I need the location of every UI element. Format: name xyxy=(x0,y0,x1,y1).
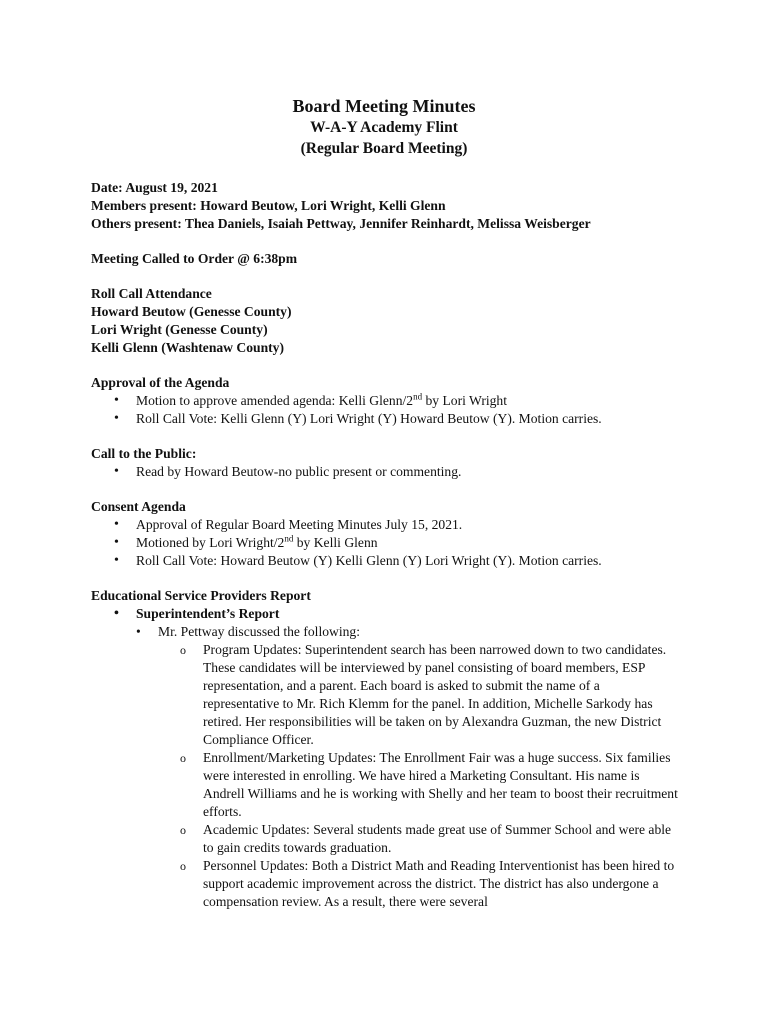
update-item: o Personnel Updates: Both a District Math and Reading Interventionist has been hired to support academic improvement across the district. The district has also undergone a compensation review. As a result, there were several xyxy=(203,857,678,911)
roll-call-member: Lori Wright (Genesse County) xyxy=(91,322,268,337)
update-item: o Academic Updates: Several students made great use of Summer School and were able to gain credits towards graduation. xyxy=(203,821,678,857)
document-page xyxy=(91,95,691,911)
consent-motion-second: by Kelli Glenn xyxy=(293,535,378,550)
members-present: Members present: Howard Beutow, Lori Wright, Kelli Glenn xyxy=(91,198,446,213)
others-present: Others present: Thea Daniels, Isaiah Pettway, Jennifer Reinhardt, Melissa Weisberger xyxy=(91,216,591,231)
esp-heading: Educational Service Providers Report xyxy=(91,588,311,603)
consent-motion-text: Motioned by Lori Wright/2 xyxy=(136,535,285,550)
roll-call-heading: Roll Call Attendance xyxy=(91,286,212,301)
called-to-order: Meeting Called to Order @ 6:38pm xyxy=(91,251,298,266)
update-item: o Enrollment/Marketing Updates: The Enrollment Fair was a huge success. Six families were interested in enrolling. We have hired a Marketing Consultant. His name is Andrell Williams and he is working with Shelly and her team to boost their recruitment efforts. xyxy=(203,749,678,821)
school-name: W-A-Y Academy Flint xyxy=(310,119,458,136)
agenda-list xyxy=(91,392,691,428)
public-heading: Call to the Public: xyxy=(91,446,197,461)
superintendent-report-heading xyxy=(136,605,691,911)
agenda-heading: Approval of the Agenda xyxy=(91,375,230,390)
list-item: • Approval of Regular Board Meeting Minutes July 15, 2021. xyxy=(136,516,691,534)
superintendent-report-list xyxy=(136,623,691,911)
roll-call-member: Howard Beutow (Genesse County) xyxy=(91,304,292,319)
list-item: • Roll Call Vote: Kelli Glenn (Y) Lori Wright (Y) Howard Beutow (Y). Motion carries. xyxy=(136,410,691,428)
updates-list xyxy=(158,641,691,911)
list-item xyxy=(158,623,691,911)
esp-list xyxy=(91,605,691,911)
superintendent-intro: Mr. Pettway discussed the following: xyxy=(158,624,361,639)
ordinal-suffix: nd xyxy=(413,391,423,402)
superintendent-report-label: Superintendent’s Report xyxy=(136,606,280,621)
title-block xyxy=(91,95,691,159)
ordinal-suffix: nd xyxy=(284,533,294,544)
consent-heading: Consent Agenda xyxy=(91,499,186,514)
agenda-motion-text: Motion to approve amended agenda: Kelli Glenn/2 xyxy=(136,393,414,408)
public-list xyxy=(91,463,691,481)
update-item: o Program Updates: Superintendent search has been narrowed down to two candidates. These candidates will be interviewed by panel consisting of board members, ESP representation, and a parent. Each board is asked to submit the name of a representative to Mr. Rich Klemm for the panel. In addition, Michelle Sarkody has retired. Her responsibilities will be taken on by Alexandra Guzman, the new District Compliance Officer. xyxy=(203,641,678,749)
list-item: • Read by Howard Beutow-no public present or commenting. xyxy=(136,463,691,481)
agenda-motion-second: by Lori Wright xyxy=(422,393,508,408)
roll-call-member: Kelli Glenn (Washtenaw County) xyxy=(91,340,284,355)
list-item xyxy=(136,392,691,410)
meeting-type: (Regular Board Meeting) xyxy=(300,140,468,157)
list-item xyxy=(136,534,691,552)
meeting-date: Date: August 19, 2021 xyxy=(91,180,218,195)
consent-list xyxy=(91,516,691,570)
list-item: • Roll Call Vote: Howard Beutow (Y) Kelli Glenn (Y) Lori Wright (Y). Motion carries. xyxy=(136,552,691,570)
document-title: Board Meeting Minutes xyxy=(292,96,476,116)
